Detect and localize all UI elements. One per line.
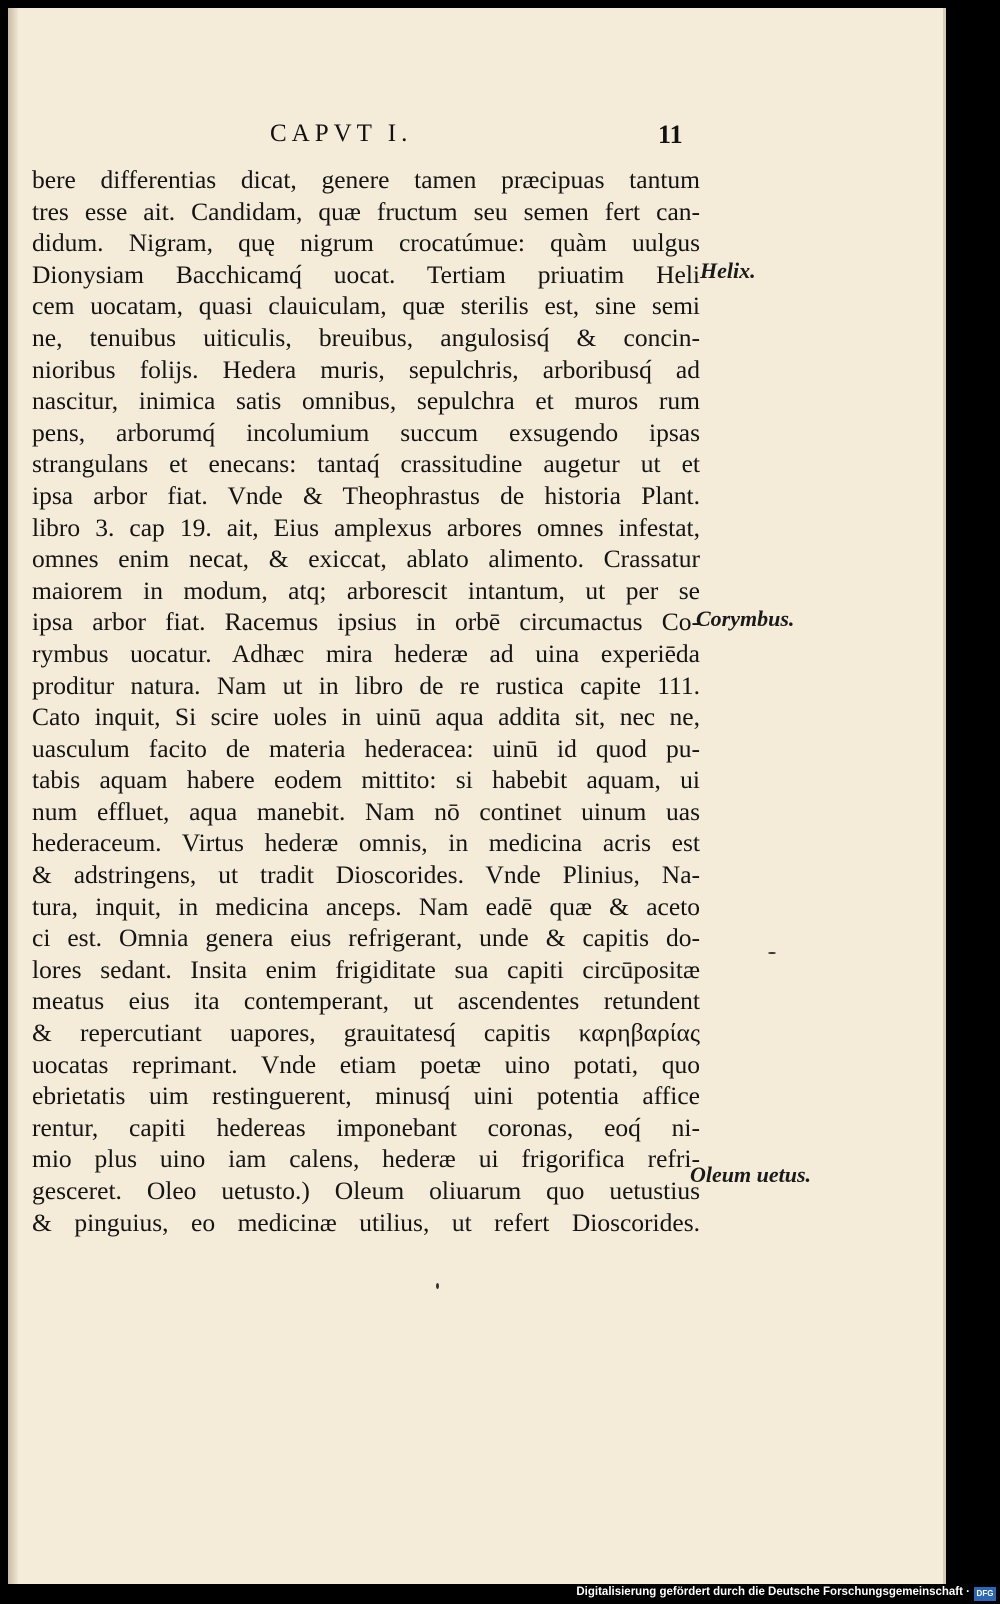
funding-credit: Digitalisierung gefördert durch die Deutsche Forschungsgemeinschaft · <box>576 1586 970 1598</box>
text-line: tabis aquam habere eodem mittito: si habebit aquam, ui <box>32 765 700 795</box>
body-text <box>32 164 700 1238</box>
text-line: tura, inquit, in medicina anceps. Nam eadē quæ & aceto <box>32 891 700 921</box>
text-line: ipsa arbor fiat. Vnde & Theophrastus de historia Plant. <box>32 480 700 510</box>
text-line: gesceret. Oleo uetusto.) Oleum oliuarum quo uetustius <box>32 1176 700 1205</box>
text-line: ipsa arbor fiat. Racemus ipsius in orbē circumactus Co- <box>32 607 700 637</box>
ink-speck <box>768 952 776 954</box>
page-number: 11 <box>658 120 683 149</box>
text-line: bere differentias dicat, genere tamen præcipuas tantum <box>32 165 700 194</box>
text-line: num effluet, aqua manebit. Nam nō continet uinum uas <box>32 796 700 826</box>
text-line: nascitur, inimica satis omnibus, sepulchra et muros rum <box>32 386 700 416</box>
text-line: cem uocatam, quasi clauiculam, quæ sterilis est, sine semi <box>32 291 700 321</box>
dfg-logo: DFG <box>974 1587 996 1601</box>
text-line: libro 3. cap 19. ait, Eius amplexus arbores omnes infestat, <box>32 512 700 542</box>
text-line: ebrietatis uim restinguerent, minusq́ uini potentia affice <box>32 1081 700 1111</box>
text-line: lores sedant. Insita enim frigiditate sua capiti circūpositæ <box>32 954 700 984</box>
book-page <box>8 8 946 1584</box>
text-line: mio plus uino iam calens, hederæ ui frigorifica refri- <box>32 1144 700 1174</box>
margin-note-helix: Helix. <box>700 258 756 283</box>
text-line: & adstringens, ut tradit Dioscorides. Vnde Plinius, Na- <box>32 860 700 890</box>
text-line: proditur natura. Nam ut in libro de re rustica capite 111. <box>32 670 700 700</box>
text-line: rentur, capiti hedereas imponebant coronas, eoq́ ni- <box>32 1112 700 1142</box>
page-gutter <box>8 8 18 1584</box>
text-line: didum. Nigram, quę nigrum crocatúmue: quàm uulgus <box>32 228 700 258</box>
text-line: uocatas reprimant. Vnde etiam poetæ uino potati, quo <box>32 1049 700 1079</box>
text-line: & pinguius, eo medicinæ utilius, ut refert Dioscorides. <box>32 1207 700 1237</box>
text-line: strangulans et enecans: tantaq́ crassitudine augetur ut et <box>32 449 700 479</box>
text-line: ci est. Omnia genera eius refrigerant, unde & capitis do- <box>32 923 700 953</box>
ink-speck <box>436 1283 439 1289</box>
text-line: uasculum facito de materia hederacea: uinū id quod pu- <box>32 733 700 763</box>
running-head: CAPVT I. <box>270 120 413 147</box>
text-line: & repercutiant uapores, grauitatesq́ capitis καρηβαρίας <box>32 1018 700 1048</box>
footer-bar <box>0 1584 1000 1604</box>
margin-note-oleum: Oleum uetus. <box>690 1162 812 1187</box>
text-line: rymbus uocatur. Adhæc mira hederæ ad uina experiēda <box>32 638 700 668</box>
text-line: maiorem in modum, atq; arborescit intantum, ut per se <box>32 575 700 605</box>
text-line: pens, arborumq́ incolumium succum exsugendo ipsas <box>32 417 700 447</box>
text-line: nioribus folijs. Hedera muris, sepulchris, arboribusq́ ad <box>32 354 700 384</box>
text-line: Dionysiam Bacchicamq́ uocat. Tertiam priuatim Heli <box>32 259 700 289</box>
text-line: tres esse ait. Candidam, quæ fructum seu semen fert can- <box>32 196 700 226</box>
text-line: ne, tenuibus uiticulis, breuibus, angulosisq́ & concin- <box>32 322 700 352</box>
text-line: Cato inquit, Si scire uoles in uinū aqua addita sit, nec ne, <box>32 702 700 732</box>
text-line: omnes enim necat, & exiccat, ablato alimento. Crassatur <box>32 544 700 574</box>
text-line: meatus eius ita contemperant, ut ascendentes retundent <box>32 986 700 1016</box>
text-line: hederaceum. Virtus hederæ omnis, in medicina acris est <box>32 828 700 858</box>
margin-note-corymbus: Corymbus. <box>696 606 795 631</box>
